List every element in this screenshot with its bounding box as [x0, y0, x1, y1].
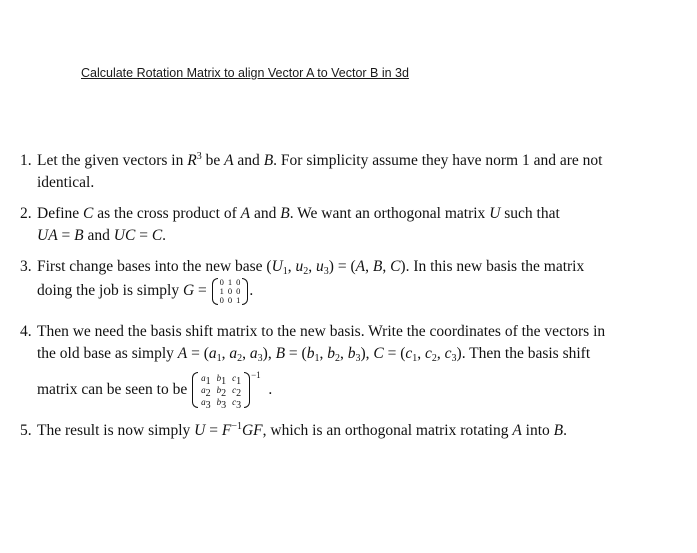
list-item: [20, 256, 670, 304]
step-text: Then we need the basis shift matrix to the new basis. Write the coordinates of the vectors in the old base as simply $A = (a_1$, $a_2$, $a_3$), $B = (b_1$, $b_2$, $b_3$), $C = (c_1$, $c_2$, $c_3$). Then the basis shift matrix can be seen to be $a_1$ $b_1$ $c_1$ $a_2$ $b_2$ $c_2$ $a_3$ $b_3$ $c_3$ $^{-1}$ .: [37, 323, 606, 412]
step-number: 2.: [20, 205, 32, 222]
list-item: [20, 203, 670, 247]
page-title: Calculate Rotation Matrix to align Vector A to Vector B in 3d: [81, 66, 409, 80]
step-number: 1.: [20, 152, 32, 169]
matrix-f-inverse: $a_1$ $b_1$ $c_1$ $a_2$ $b_2$ $c_2$ $a_3$ $b_3$ $c_3$: [192, 372, 250, 408]
step-number: 5.: [20, 422, 32, 439]
inverse-exponent: −1: [251, 370, 261, 380]
list-item: [20, 321, 670, 415]
step-number: 3.: [20, 258, 32, 275]
step-text: Define C as the cross product of A and B. We want an orthogonal matrix U such that UA = B and UC = C.: [37, 205, 560, 244]
step-text: Let the given vectors in $R^3$ be A and B. For simplicity assume they have norm 1 and are not identical.: [37, 151, 603, 191]
step-text: First change bases into the new base ($U_1$, $u_2$, $u_3) = (A$, B, C). In this new basis the matrix doing the job is simply G = 0 1 0 1 0 0 0 0 1 .: [37, 258, 585, 305]
matrix-g: 0 1 0 1 0 0 0 0 1: [212, 278, 249, 305]
step-number: 4.: [20, 323, 32, 340]
step-text: The result is now simply $U = F^{-1}GF$, which is an orthogonal matrix rotating A into B.: [37, 421, 568, 439]
list-item: [20, 150, 670, 194]
list-item: [20, 420, 670, 442]
